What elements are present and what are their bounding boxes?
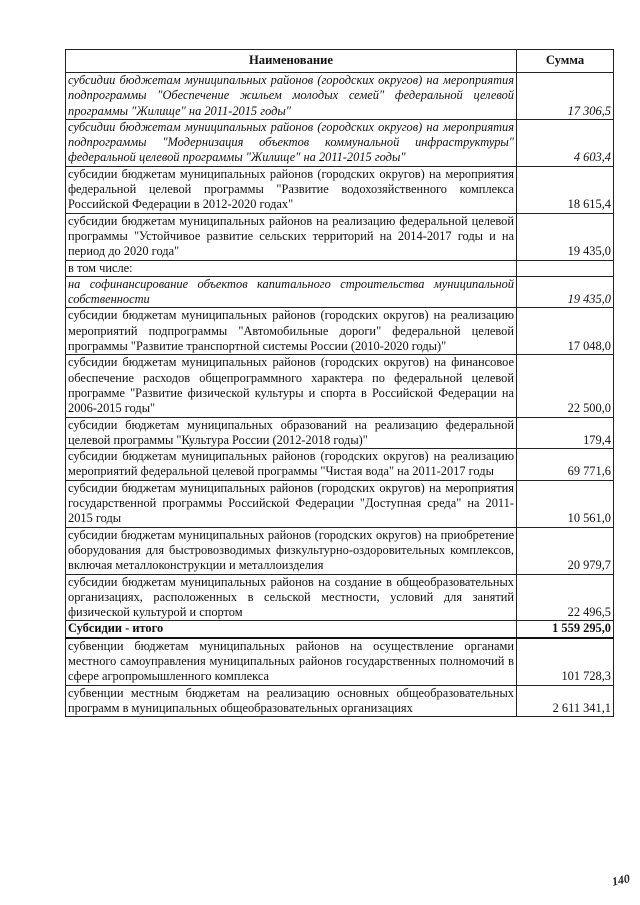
row-sum: 10 561,0	[517, 480, 614, 527]
row-name: субсидии бюджетам муниципальных районов (городских округов) на мероприятия подпрограммы "Модернизация объектов коммунальной инфраструктуры" федеральной целевой программы "Жилище" на 2011-2015 годы"	[66, 119, 517, 166]
row-sum: 101 728,3	[517, 638, 614, 685]
row-sum: 18 615,4	[517, 166, 614, 213]
budget-table	[65, 49, 614, 717]
row-name: субсидии бюджетам муниципальных районов (городских округов) на финансовое обеспечение расходов общепрограммного характера по федеральной целевой программе "Развитие физической культуры и спорта в Российской Федерации на 2006-2015 годы"	[66, 355, 517, 417]
table-row	[66, 276, 614, 308]
table-row	[66, 213, 614, 260]
total-row	[66, 621, 614, 638]
table-row	[66, 685, 614, 717]
table-row	[66, 449, 614, 481]
table-row	[66, 527, 614, 574]
header-name: Наименование	[66, 50, 517, 73]
row-sum: 2 611 341,1	[517, 685, 614, 717]
table-row	[66, 480, 614, 527]
row-name: субсидии бюджетам муниципальных районов (городских округов) на мероприятия государственной программы Российской Федерации "Доступная среда" на 2011-2015 годы	[66, 480, 517, 527]
table-row	[66, 638, 614, 685]
row-sum: 1 559 295,0	[517, 621, 614, 638]
table-body	[66, 73, 614, 717]
row-sum: 22 500,0	[517, 355, 614, 417]
row-sum: 4 603,4	[517, 119, 614, 166]
table-row	[66, 166, 614, 213]
row-sum: 17 048,0	[517, 308, 614, 355]
table-row	[66, 308, 614, 355]
page-number-mark: 140	[610, 871, 632, 889]
row-name: субвенции бюджетам муниципальных районов на осуществление органами местного самоуправления муниципальных районов государственных полномочий в сфере агропромышленного комплекса	[66, 638, 517, 685]
row-name: Субсидии - итого	[66, 621, 517, 638]
table-row	[66, 119, 614, 166]
table-row	[66, 574, 614, 621]
row-name: субсидии бюджетам муниципальных образований на реализацию федеральной целевой программы "Культура России (2012-2018 годы)"	[66, 417, 517, 449]
row-sum: 179,4	[517, 417, 614, 449]
row-sum: 22 496,5	[517, 574, 614, 621]
table-row	[66, 73, 614, 120]
row-name: на софинансирование объектов капитального строительства муниципальной собственности	[66, 276, 517, 308]
table-header-row	[66, 50, 614, 73]
row-name: субсидии бюджетам муниципальных районов (городских округов) на мероприятия подпрограммы "Обеспечение жильем молодых семей" федеральной целевой программы "Жилище" на 2011-2015 годы"	[66, 73, 517, 120]
row-sum	[517, 260, 614, 276]
row-name: в том числе:	[66, 260, 517, 276]
row-sum: 19 435,0	[517, 276, 614, 308]
row-name: субсидии бюджетам муниципальных районов на создание в общеобразовательных организациях, расположенных в сельской местности, условий для занятий физической культурой и спортом	[66, 574, 517, 621]
row-sum: 20 979,7	[517, 527, 614, 574]
row-name: субсидии бюджетам муниципальных районов (городских округов) на приобретение оборудования для быстровозводимых физкультурно-оздоровительных комплексов, включая металлоконструкции и металлоизделия	[66, 527, 517, 574]
row-name: субсидии бюджетам муниципальных районов (городских округов) на мероприятия федеральной целевой программы "Развитие водохозяйственного комплекса Российской Федерации в 2012-2020 годах"	[66, 166, 517, 213]
header-sum: Сумма	[517, 50, 614, 73]
table-row	[66, 355, 614, 417]
table-row	[66, 417, 614, 449]
row-name: субсидии бюджетам муниципальных районов (городских округов) на реализацию мероприятий подпрограммы "Автомобильные дороги" федеральной целевой программы "Развитие транспортной системы России (2010-2020 годы)"	[66, 308, 517, 355]
row-name: субсидии бюджетам муниципальных районов на реализацию федеральной целевой программы "Устойчивое развитие сельских территорий на 2014-2017 годы и на период до 2020 года"	[66, 213, 517, 260]
row-name: субвенции местным бюджетам на реализацию основных общеобразовательных программ в муниципальных общеобразовательных организациях	[66, 685, 517, 717]
table-row	[66, 260, 614, 276]
row-sum: 17 306,5	[517, 73, 614, 120]
row-sum: 19 435,0	[517, 213, 614, 260]
row-sum: 69 771,6	[517, 449, 614, 481]
row-name: субсидии бюджетам муниципальных районов (городских округов) на реализацию мероприятий федеральной целевой программы "Чистая вода" на 2011-2017 годы	[66, 449, 517, 481]
